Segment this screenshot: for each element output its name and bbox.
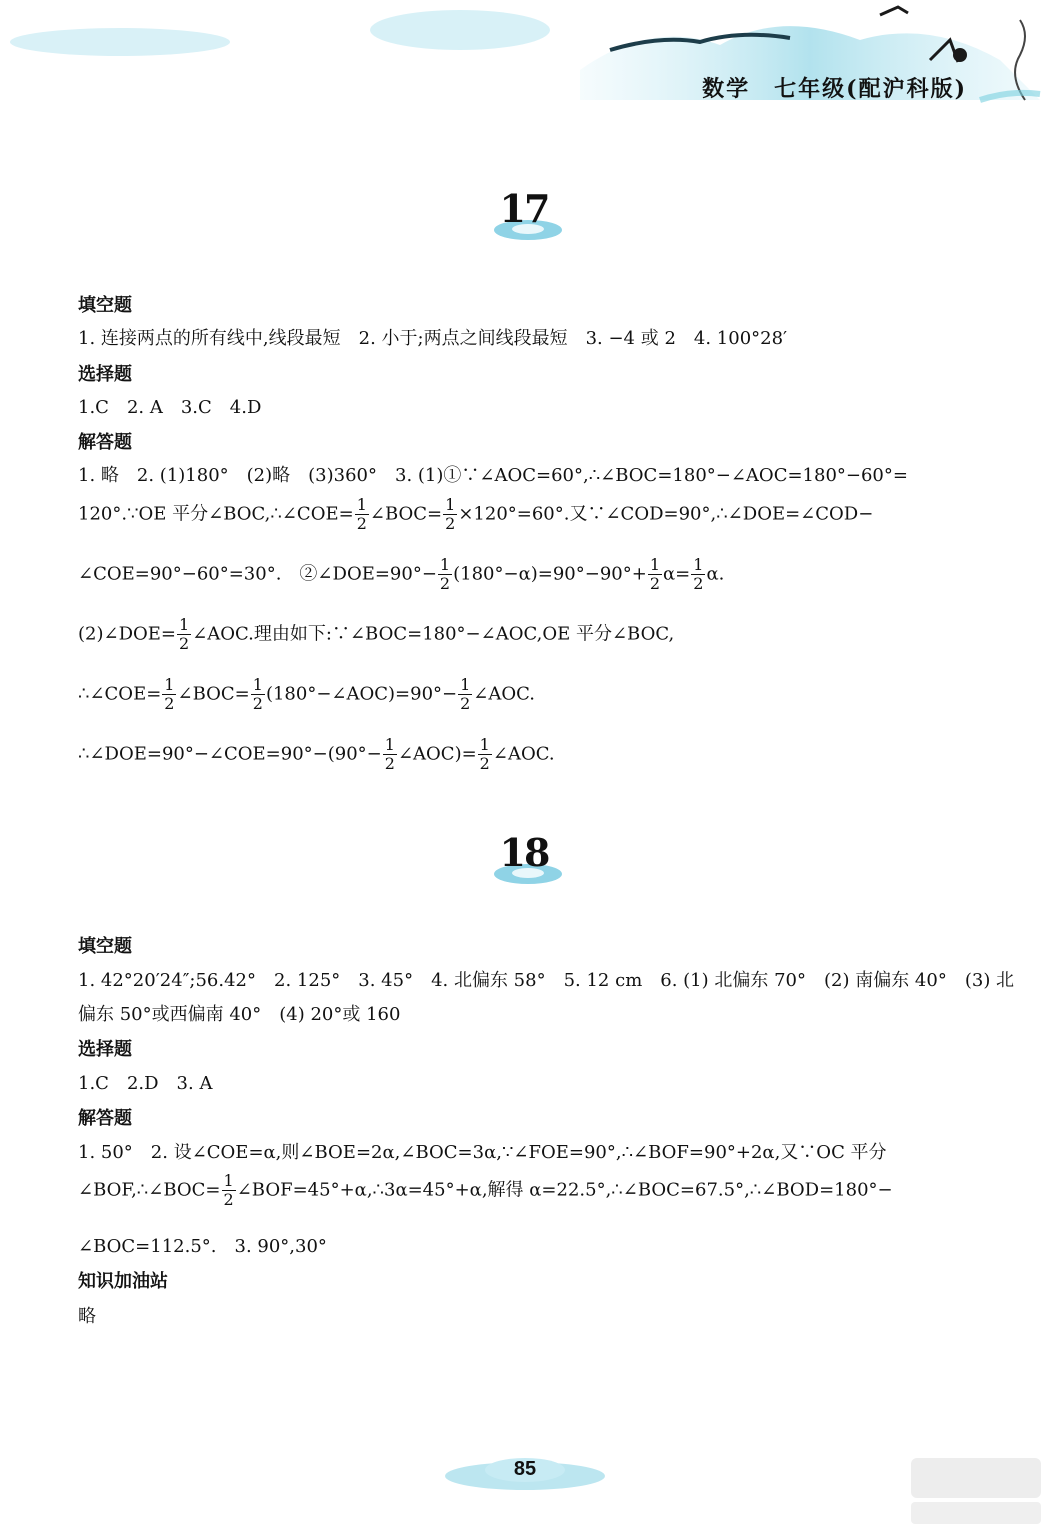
s18-answer-heading: 解答题 xyxy=(78,1108,132,1129)
numerator: 1 xyxy=(179,615,190,634)
text: ∠AOC)= xyxy=(397,743,477,765)
s17-answer-line-3 xyxy=(78,556,724,593)
text: ∠AOC. xyxy=(473,683,535,705)
text: ∴∠COE= xyxy=(78,683,162,705)
fraction-half xyxy=(383,736,397,773)
denominator: 2 xyxy=(439,574,451,593)
s18-fill-heading: 填空题 xyxy=(78,936,132,957)
fraction-half xyxy=(438,556,452,593)
text: 120°.∵OE 平分∠BOC,∴∠COE= xyxy=(78,503,354,525)
denominator: 2 xyxy=(179,634,190,653)
numerator: 1 xyxy=(384,735,395,754)
fraction-half xyxy=(458,676,472,713)
numerator: 1 xyxy=(649,555,660,574)
text: ×120°=60°.又∵∠COD=90°,∴∠DOE=∠COD− xyxy=(458,503,874,525)
s17-fill-answers: 1. 连接两点的所有线中,线段最短 2. 小于;两点之间线段最短 3. −4 或 2 4. 100°28′ xyxy=(78,328,788,349)
text: ∠BOC= xyxy=(177,683,250,705)
fraction-half xyxy=(162,676,176,713)
fraction-half xyxy=(648,556,662,593)
page-number: 85 xyxy=(513,1458,537,1480)
fraction-half xyxy=(222,1172,236,1209)
s17-answer-line-5 xyxy=(78,676,535,713)
text: ∠BOF,∴∠BOC= xyxy=(78,1179,221,1201)
text: (180°−α)=90°−90°+ xyxy=(453,563,647,585)
fraction-half xyxy=(251,676,265,713)
numerator: 1 xyxy=(252,675,263,694)
text: ∠AOC.理由如下:∵∠BOC=180°−∠AOC,OE 平分∠BOC, xyxy=(192,623,675,645)
numerator: 1 xyxy=(479,735,490,754)
s18-fill-answers-2: 偏东 50°或西偏南 40° (4) 20°或 160 xyxy=(78,1004,401,1025)
numerator: 1 xyxy=(223,1171,234,1190)
numerator: 1 xyxy=(460,675,471,694)
text: (180°−∠AOC)=90°− xyxy=(265,683,458,705)
fraction-half xyxy=(691,556,705,593)
header-landscape-art xyxy=(0,0,1059,140)
denominator: 2 xyxy=(356,514,367,533)
denominator: 2 xyxy=(252,694,263,713)
denominator: 2 xyxy=(693,574,704,593)
s17-choice-heading: 选择题 xyxy=(78,364,132,385)
text: ∠BOC= xyxy=(369,503,443,525)
text: ∠COE=90°−60°=30°. ②∠DOE=90°− xyxy=(78,563,437,585)
header-title: 数学 七年级(配沪科版) xyxy=(702,76,967,102)
s18-choice-answers: 1.C 2.D 3. A xyxy=(78,1073,213,1094)
watermark-logo xyxy=(901,1450,1051,1530)
s17-fill-heading: 填空题 xyxy=(78,295,132,316)
s18-answer-line-2 xyxy=(78,1172,893,1209)
numerator: 1 xyxy=(164,675,175,694)
s18-knowledge-text: 略 xyxy=(78,1306,96,1327)
s17-answer-line-6 xyxy=(78,736,555,773)
section-number-17: 17 xyxy=(499,186,549,231)
s18-answer-line-1: 1. 50° 2. 设∠COE=α,则∠BOE=2α,∠BOC=3α,∵∠FOE=90°,∴∠BOF=90°+2α,又∵OC 平分 xyxy=(78,1142,887,1163)
section-number-18: 18 xyxy=(499,830,549,875)
denominator: 2 xyxy=(460,694,471,713)
denominator: 2 xyxy=(384,754,395,773)
denominator: 2 xyxy=(649,574,660,593)
s17-answer-line-2 xyxy=(78,496,873,533)
denominator: 2 xyxy=(445,514,456,533)
text: α. xyxy=(706,563,725,585)
s18-fill-answers-1: 1. 42°20′24″;56.42° 2. 125° 3. 45° 4. 北偏东 58° 5. 12 cm 6. (1) 北偏东 70° (2) 南偏东 40° (3) 北 xyxy=(78,970,1015,991)
fraction-half xyxy=(478,736,492,773)
denominator: 2 xyxy=(479,754,490,773)
numerator: 1 xyxy=(356,495,367,514)
denominator: 2 xyxy=(223,1190,234,1209)
denominator: 2 xyxy=(164,694,175,713)
fraction-half xyxy=(177,616,191,653)
s18-knowledge-heading: 知识加油站 xyxy=(78,1271,168,1292)
numerator: 1 xyxy=(445,495,456,514)
numerator: 1 xyxy=(439,555,451,574)
s17-answer-line-4 xyxy=(78,616,674,653)
text: α= xyxy=(663,563,691,585)
fraction-half xyxy=(355,496,369,533)
s17-answer-heading: 解答题 xyxy=(78,432,132,453)
s18-answer-line-3: ∠BOC=112.5°. 3. 90°,30° xyxy=(78,1236,327,1257)
text: (2)∠DOE= xyxy=(78,623,176,645)
s17-choice-answers: 1.C 2. A 3.C 4.D xyxy=(78,397,262,418)
text: ∠BOF=45°+α,∴3α=45°+α,解得 α=22.5°,∴∠BOC=67.5°,∴∠BOD=180°− xyxy=(236,1179,893,1201)
numerator: 1 xyxy=(693,555,704,574)
fraction-half xyxy=(443,496,457,533)
s18-choice-heading: 选择题 xyxy=(78,1039,132,1060)
text: ∴∠DOE=90°−∠COE=90°−(90°− xyxy=(78,743,382,765)
s17-answer-line-1: 1. 略 2. (1)180° (2)略 (3)360° 3. (1)①∵∠AOC=60°,∴∠BOC=180°−∠AOC=180°−60°= xyxy=(78,465,908,486)
text: ∠AOC. xyxy=(492,743,555,765)
